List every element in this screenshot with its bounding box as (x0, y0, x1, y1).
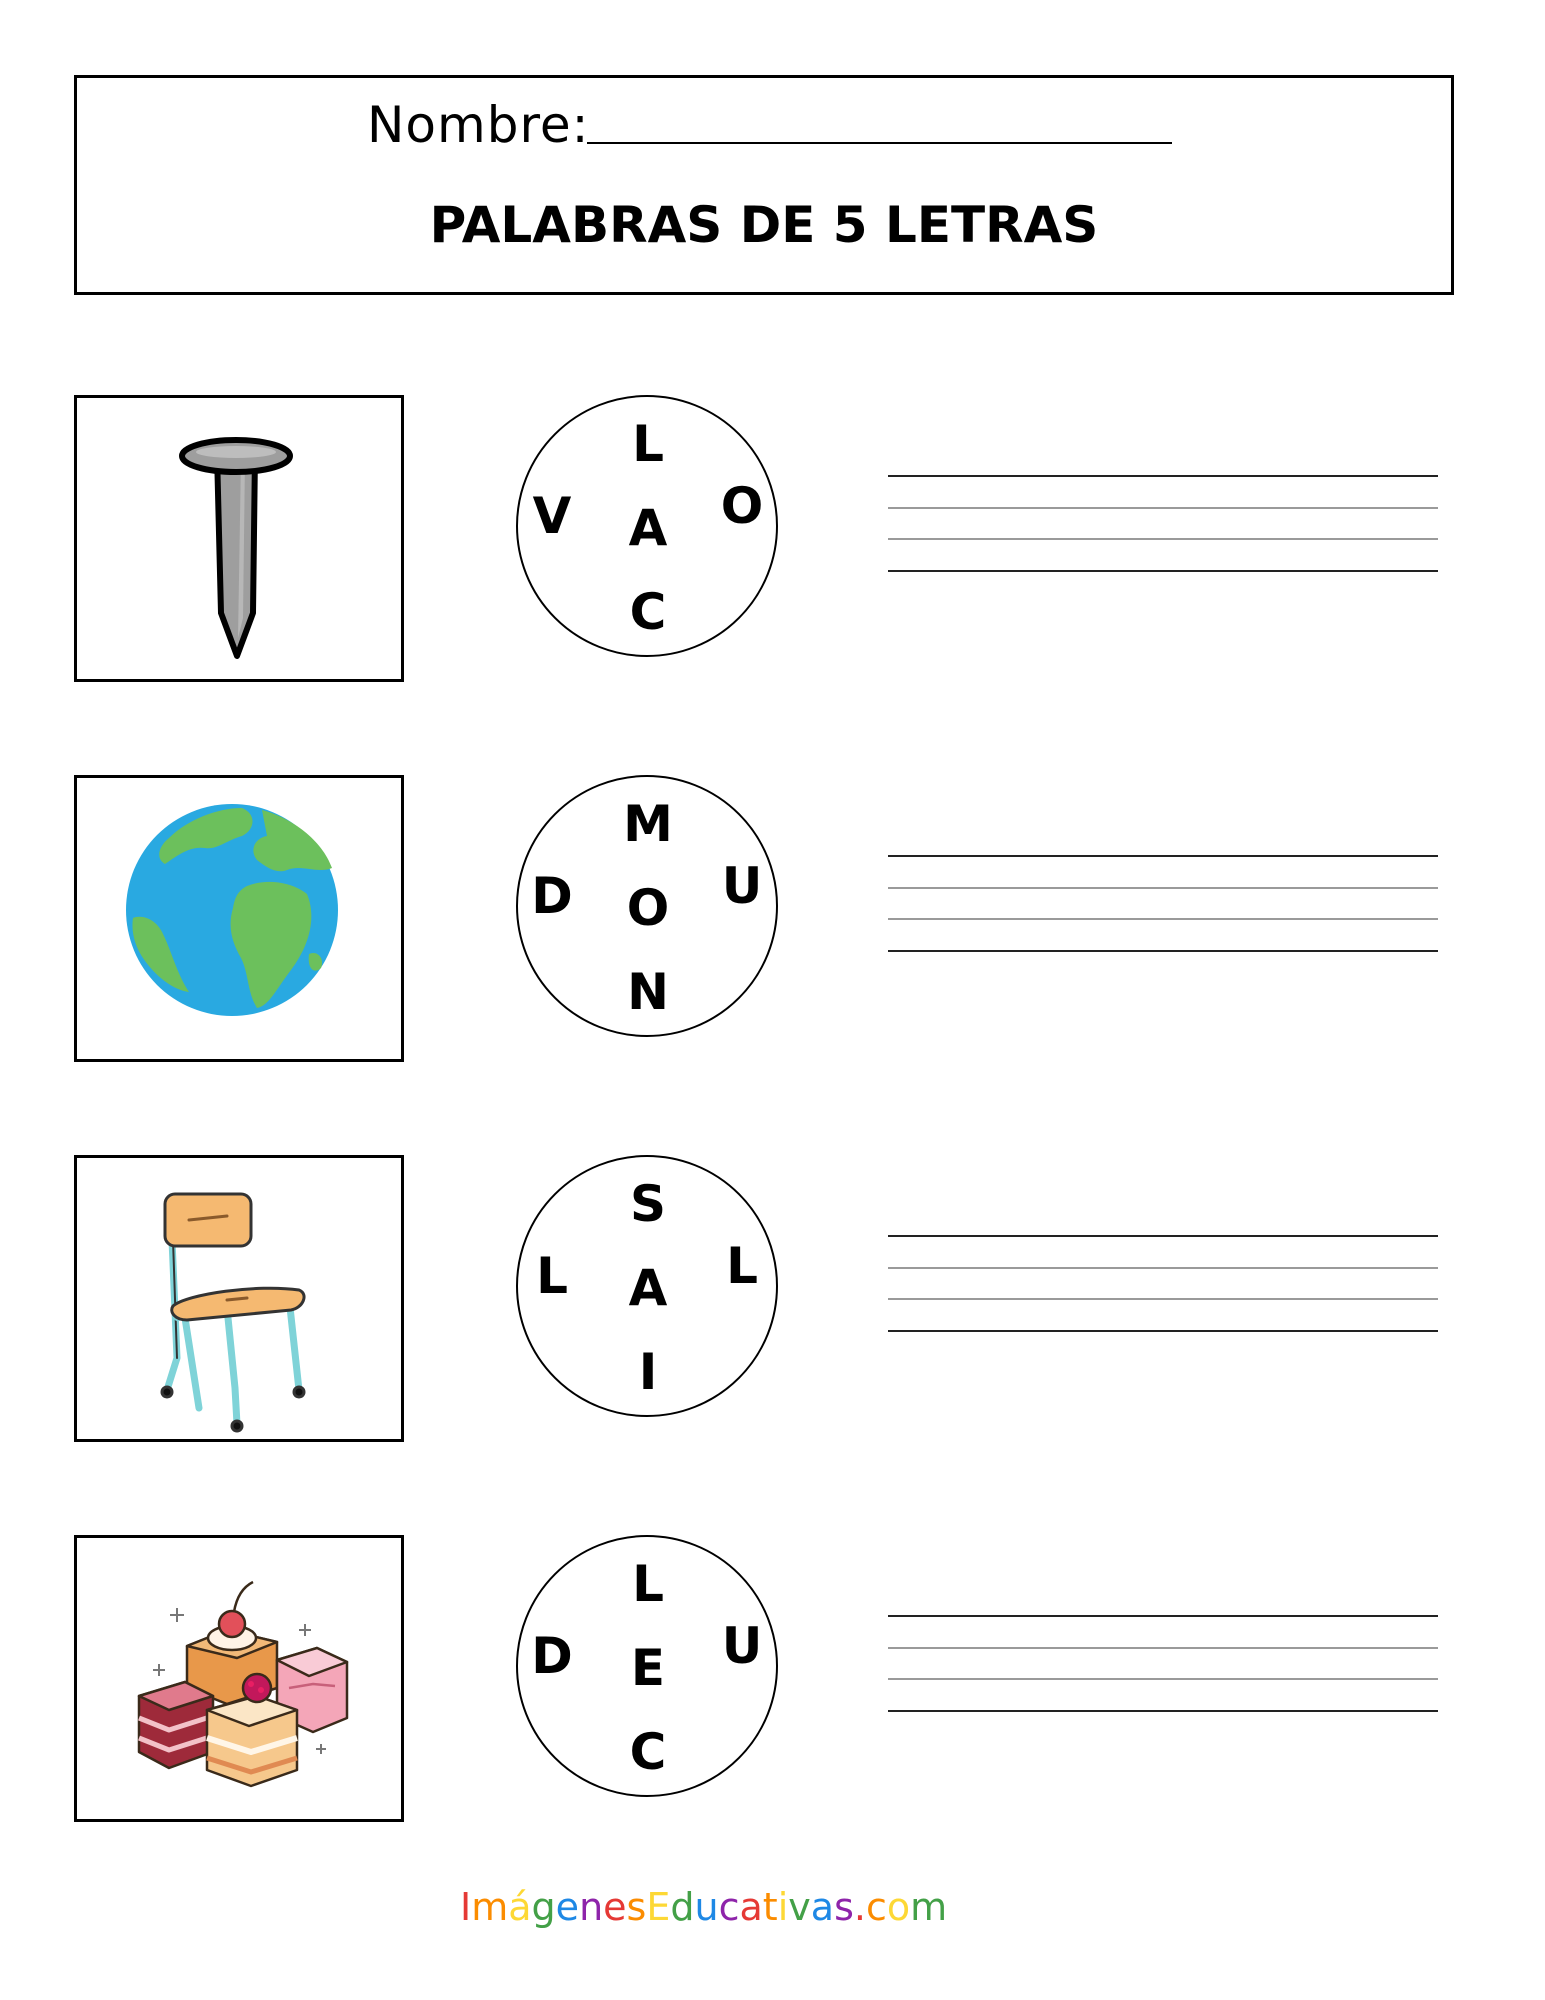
picture-box (74, 775, 404, 1062)
earth-globe-icon (77, 778, 407, 1065)
writing-line (888, 1330, 1438, 1332)
exercise-row (0, 1535, 1545, 1825)
picture-box (74, 1155, 404, 1442)
picture-box (74, 395, 404, 682)
writing-guide-line (888, 1647, 1438, 1649)
letter-right: U (721, 1617, 763, 1675)
writing-lines[interactable] (888, 475, 1438, 575)
exercise-row (0, 395, 1545, 685)
letter-right: O (720, 477, 764, 535)
writing-line (888, 475, 1438, 477)
letter-circle (516, 1535, 778, 1797)
letter-bottom: N (627, 963, 669, 1021)
site-logo: ImágenesEducativas.com (460, 1885, 948, 1929)
letter-bottom: I (638, 1343, 658, 1401)
writing-lines[interactable] (888, 1615, 1438, 1715)
pastries-icon (77, 1538, 407, 1825)
header-box (74, 75, 1454, 295)
name-answer-line[interactable] (587, 142, 1172, 144)
letter-circle (516, 395, 778, 657)
picture-box (74, 1535, 404, 1822)
letter-center: A (628, 499, 668, 557)
letter-left: L (536, 1247, 568, 1305)
writing-guide-line (888, 507, 1438, 509)
writing-guide-line (888, 1678, 1438, 1680)
letter-top: M (623, 795, 673, 853)
writing-guide-line (888, 918, 1438, 920)
worksheet-title: PALABRAS DE 5 LETRAS (429, 196, 1099, 254)
writing-lines[interactable] (888, 855, 1438, 955)
writing-lines[interactable] (888, 1235, 1438, 1335)
letter-left: D (531, 867, 573, 925)
writing-guide-line (888, 1267, 1438, 1269)
writing-line (888, 950, 1438, 952)
writing-line (888, 855, 1438, 857)
letter-left: D (531, 1627, 573, 1685)
nail-icon (77, 398, 407, 685)
exercise-row (0, 775, 1545, 1065)
writing-line (888, 570, 1438, 572)
letter-right: U (721, 857, 763, 915)
letter-left: V (532, 487, 572, 545)
school-chair-icon (77, 1158, 407, 1445)
letter-circle (516, 775, 778, 1037)
letter-circle (516, 1155, 778, 1417)
letter-center: O (626, 879, 670, 937)
writing-guide-line (888, 887, 1438, 889)
letter-top: S (629, 1175, 666, 1233)
writing-line (888, 1710, 1438, 1712)
letter-center: A (628, 1259, 668, 1317)
name-label: Nombre: (367, 96, 590, 154)
letter-bottom: C (629, 1723, 667, 1781)
writing-guide-line (888, 1298, 1438, 1300)
letter-center: E (630, 1639, 666, 1697)
exercise-row (0, 1155, 1545, 1445)
letter-right: L (726, 1237, 758, 1295)
letter-top: L (632, 1555, 664, 1613)
letter-top: L (632, 415, 664, 473)
writing-guide-line (888, 538, 1438, 540)
writing-line (888, 1235, 1438, 1237)
writing-line (888, 1615, 1438, 1617)
letter-bottom: C (629, 583, 667, 641)
